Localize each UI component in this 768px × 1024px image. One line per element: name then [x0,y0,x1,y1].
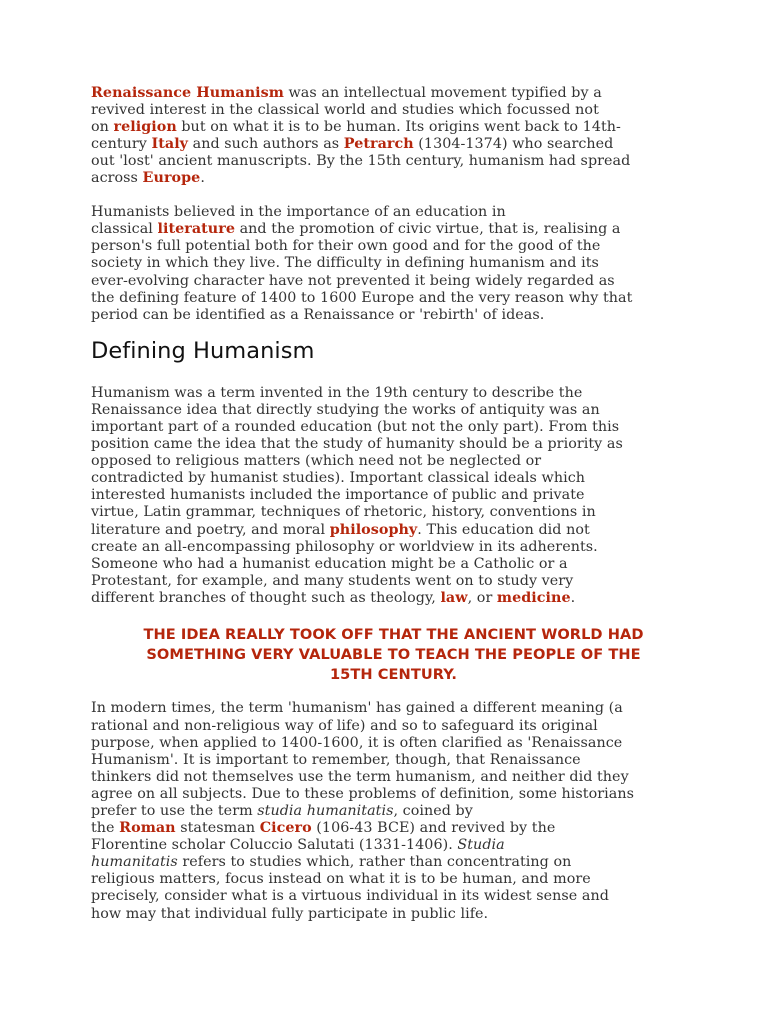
text-line [91,170,691,187]
text-run: . This education did not [417,521,590,538]
text-run: refers to studies which, rather than concentrating on [177,854,572,871]
text-line: Humanists believed in the importance of an education in [91,204,506,221]
text-line: Humanism was a term invented in the 19th century to describe the [91,384,583,401]
text-line [91,119,691,136]
text-line: Protestant, for example, and many students went on to study very [91,572,574,589]
text-line: rational and non-religious way of life) and so to safeguard its original [91,717,598,734]
quote-line: SOMETHING VERY VALUABLE TO TEACH THE PEOPLE OF THE [146,645,641,663]
intro-paragraph [91,85,691,188]
text-line [91,820,691,837]
text-line: important part of a rounded education (but not the only part). From this [91,419,620,435]
text-line: the defining feature of 1400 to 1600 Europe and the very reason why that [91,289,633,306]
text-line: In modern times, the term 'humanism' has gained a different meaning (a [91,700,623,717]
quote-line: THE IDEA REALLY TOOK OFF THAT THE ANCIENT WORLD HAD [143,626,644,644]
text-run: on [91,119,114,136]
text-line: Someone who had a humanist education might be a Catholic or a [91,555,568,572]
text-line: revived interest in the classical world and studies which focussed not [91,102,599,119]
text-run: century [91,136,152,153]
text-line [91,803,691,820]
text-run: was an intellectual movement typified by a [283,85,602,101]
link-petrarch[interactable]: Petrarch [343,136,414,153]
link-medicine[interactable]: medicine [496,589,571,606]
modern-times-paragraph [91,700,691,922]
text-line [91,522,691,539]
text-line: religious matters, focus instead on what it is to be human, and more [91,871,591,888]
link-philosophy[interactable]: philosophy [329,521,418,538]
text-run: statesman [175,820,260,837]
link-renaissance-humanism[interactable]: Renaissance Humanism [91,85,284,101]
text-run: , or [467,589,497,606]
quote-line: 15TH CENTURY. [329,665,458,683]
text-line: precisely, consider what is a virtuous individual in its widest sense and [91,888,609,905]
italic-term: studia humanitatis [257,802,394,819]
link-cicero[interactable]: Cicero [259,820,312,837]
text-line: society in which they live. The difficulty in defining humanism and its [91,255,599,272]
link-law[interactable]: law [440,589,468,606]
text-line: Renaissance idea that directly studying the works of antiquity was an [91,401,600,418]
text-run: . [570,589,576,606]
text-run: , coined by [393,802,473,819]
quote-gap-bottom [91,684,691,700]
text-run: prefer to use the term [91,802,258,819]
article-body [91,85,691,923]
quote-gap-top [91,607,691,625]
text-line [91,590,691,607]
text-line: create an all-encompassing philosophy or worldview in its adherents. [91,538,598,555]
italic-term: humanitatis [91,854,178,871]
link-literature[interactable]: literature [157,221,235,238]
heading-gap-bottom [91,365,691,385]
text-line [91,854,691,871]
link-religion[interactable]: religion [113,119,177,136]
text-line: purpose, when applied to 1400-1600, it is often clarified as 'Renaissance [91,734,623,751]
paragraph-gap [91,188,691,205]
humanists-paragraph [91,204,691,324]
pull-quote [101,625,686,684]
text-run: and such authors as [188,136,344,153]
heading-gap-top [91,324,691,337]
text-run: classical [91,221,158,238]
text-line [91,136,691,153]
text-line: interested humanists included the importance of public and private [91,487,585,504]
text-line: person's full potential both for their own good and for the good of the [91,238,601,255]
text-run: the [91,820,120,837]
text-line [91,837,691,854]
text-run: different branches of thought such as theology, [91,589,441,606]
link-italy[interactable]: Italy [151,136,189,153]
section-heading: Defining Humanism [91,337,315,364]
text-run: but on what it is to be human. Its origins went back to 14th- [176,119,621,136]
text-line: how may that individual fully participate in public life. [91,905,489,922]
text-line: contradicted by humanist studies). Important classical ideals which [91,470,586,487]
text-run: . [200,170,205,187]
text-run: (1304-1374) who searched [413,136,614,153]
text-line: virtue, Latin grammar, techniques of rhetoric, history, conventions in [91,504,596,521]
text-line: Humanism'. It is important to remember, though, that Renaissance [91,751,581,768]
text-line: agree on all subjects. Due to these problems of definition, some historians [91,785,634,802]
text-run: (106-43 BCE) and revived by the [311,820,556,837]
text-run: and the promotion of civic virtue, that is, realising a [235,221,621,238]
text-line [91,85,691,102]
text-line: thinkers did not themselves use the term humanism, and neither did they [91,768,629,785]
text-line: position came the idea that the study of humanity should be a priority as [91,436,623,453]
text-run: literature and poetry, and moral [91,521,330,538]
link-europe[interactable]: Europe [142,170,201,187]
text-run: Florentine scholar Coluccio Salutati (1331-1406). [91,837,458,854]
text-line: out 'lost' ancient manuscripts. By the 15th century, humanism had spread [91,153,631,170]
link-roman[interactable]: Roman [119,820,176,837]
text-line: opposed to religious matters (which need not be neglected or [91,453,542,470]
text-line [91,221,691,238]
text-line: period can be identified as a Renaissance or 'rebirth' of ideas. [91,306,545,323]
italic-term: Studia [457,837,505,854]
text-line: ever-evolving character have not prevented it being widely regarded as [91,272,615,289]
defining-paragraph [91,385,691,607]
text-run: across [91,170,143,187]
